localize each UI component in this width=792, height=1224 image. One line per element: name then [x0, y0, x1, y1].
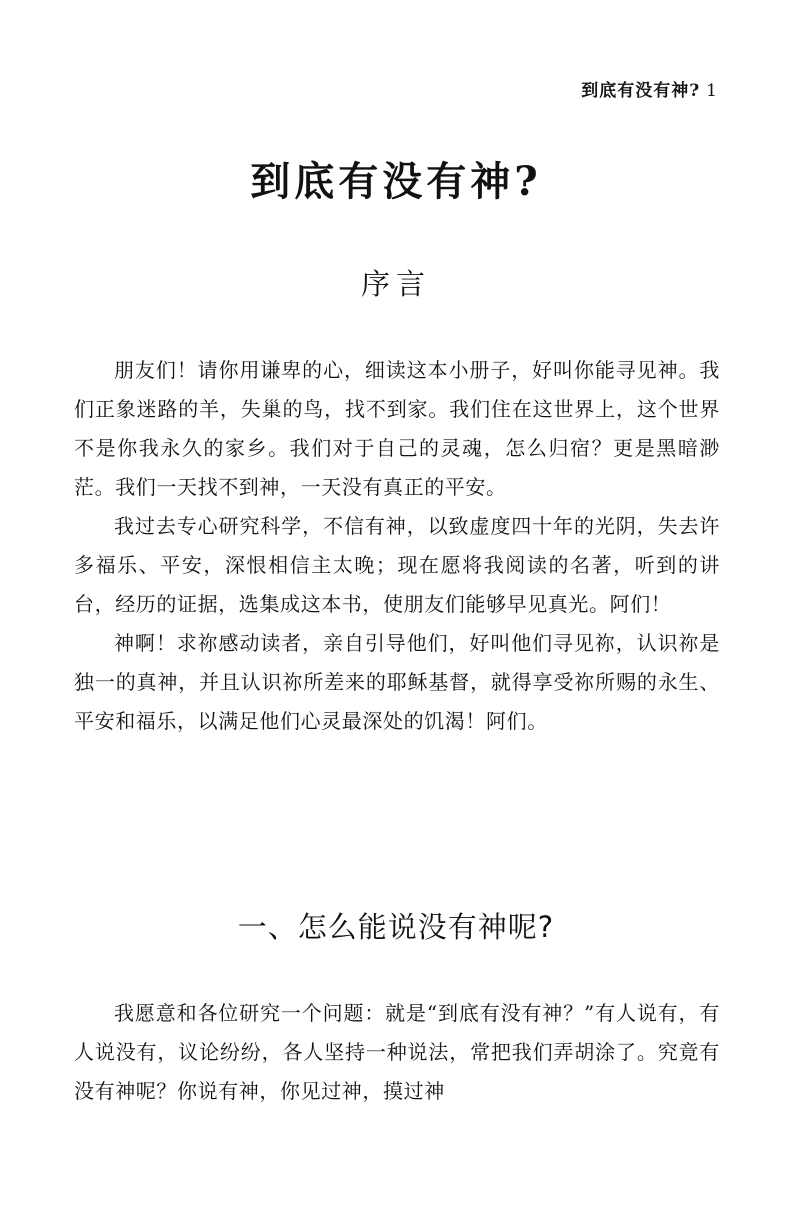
page-number: 1	[706, 81, 718, 101]
preface-body	[74, 351, 720, 741]
section-body	[74, 994, 720, 1111]
running-title: 到底有没有神?	[581, 81, 701, 101]
running-header	[581, 76, 718, 101]
section-paragraph: 我愿意和各位研究一个问题：就是“到底有没有神？”有人说有，有人说没有，议论纷纷，各人坚持一种说法，常把我们弄胡涂了。究竟有没有神呢？你说有神，你见过神，摸过神	[74, 1001, 720, 1103]
page-title: 到底有没有神?	[250, 158, 542, 205]
preface-paragraph: 朋友们！请你用谦卑的心，细读这本小册子，好叫你能寻见神。我们正象迷路的羊，失巢的鸟，找不到家。我们住在这世界上，这个世界不是你我永久的家乡。我们对于自己的灵魂，怎么归宿？更是黑暗渺茫。我们一天找不到神，一天没有真正的平安。	[74, 358, 720, 499]
preface-paragraph: 神啊！求祢感动读者，亲自引导他们，好叫他们寻见祢，认识祢是独一的真神，并且认识祢所差来的耶稣基督，就得享受祢所赐的永生、平安和福乐，以满足他们心灵最深处的饥渴！阿们。	[74, 631, 720, 733]
preface-heading: 序言	[360, 267, 431, 301]
preface-paragraph: 我过去专心研究科学，不信有神，以致虚度四十年的光阴，失去许多福乐、平安，深恨相信主太晚；现在愿将我阅读的名著，听到的讲台，经历的证据，选集成这本书，使朋友们能够早见真光。阿们！	[74, 514, 720, 616]
section-heading: 一、怎么能说没有神呢?	[237, 910, 555, 944]
